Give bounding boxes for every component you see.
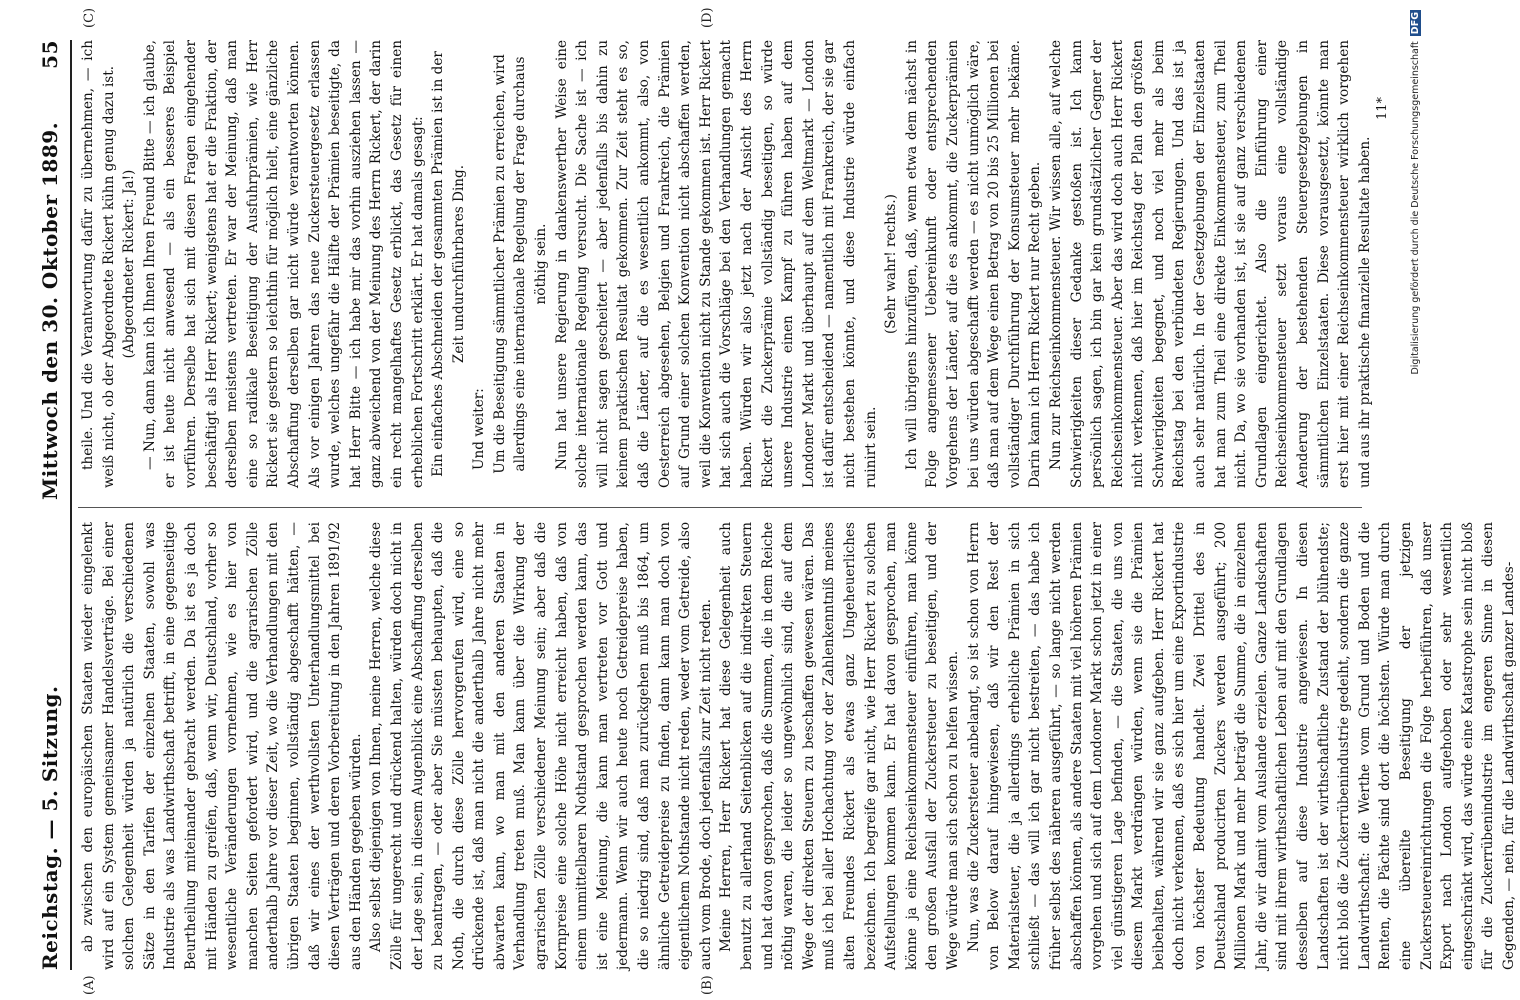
margin-mark-b: (B)	[700, 975, 715, 995]
interjection: (Sehr wahr! rechts.)	[883, 194, 900, 334]
digitization-credit	[1410, 10, 1421, 440]
paragraph: Meine Herren, Herr Rickert hat diese Gelegenheit auch benutzt zu allerhand Seitenblicken auf die indirekten Steuern und hat davon gesprochen, daß die Summen, die in dem Reiche nöthig waren, die leider so ungewöhnlich sind, die auf dem Wege der direkten Steuern zu beschaffen gewesen wären. Das muß ich bei aller Hochachtung vor der Zahlenkenntniß meines alten Freundes Rickert als etwas ganz Ungeheuerliches bezeichnen. Ich begreife gar nicht, wie Herr Rickert zu solchen Aufstellungen kommen kann. Er hat davon gesprochen, man könne ja eine Reichseinkommensteuer einführen, man könne den großen Ausfall der Zuckersteuer zu beseitigen, und der Wege würde man sich schon zu helfen wissen.	[718, 522, 961, 970]
digitization-note: Digitalisierung gefördert durch die Deutsche Forschungsgemeinschaft	[1410, 41, 1421, 375]
paragraph: ab zwischen den europäischen Staaten wieder eingelenkt wird auf ein System gemeinsamer Handelsverträge. Bei einer solchen Gelegenheit würden ja natürlich die verschiedenen Sätze in den Tarifen der einzelnen Staaten, sowohl was Industrie als was Landwirthschaft betrifft, in eine gegenseitige Beurtheilung miteinander gebracht werden. Da ist es ja doch mit Händen zu greifen, daß, wenn wir, Deutschland, vorher so wesentliche Veränderungen vornehmen, wie es hier von manchen Seiten gefordert wird, und die agrarischen Zölle anderthalb Jahre vor dieser Zeit, wo die Verhandlungen mit den übrigen Staaten beginnen, vollständig abgeschafft hätten, — daß wir eines der werthvollsten Unterhandlungsmittel bei diesen Verträgen und deren Vorbereitung in den Jahren 1891/92 aus den Händen gegeben würden.	[80, 522, 364, 970]
right-text-column	[78, 40, 1372, 488]
quotation: Ein einfaches Abschneiden der gesammten Prämien ist in der Zeit undurchführbares Ding.	[430, 51, 467, 477]
paragraph: Nun zur Reichseinkommensteuer. Wir wissen alle, auf welche Schwierigkeiten dieser Gedanke gestoßen ist. Ich kann persönlich sagen, ich bin gar kein grundsätzlicher Gegner der Reichseinkommensteuer. Aber das wird doch auch Herr Rickert nicht verkennen, daß hier im Reichstag der Plan den größten Schwierigkeiten begegnet, und noch viel mehr als beim Reichstag bei den verbündeten Regierungen. Und das ist ja auch sehr natürlich. In der Gesetzgebungen der Einzelstaaten hat man zum Theil eine direkte Einkommensteuer, zum Theil nicht. Da, wo sie vorhanden ist, ist sie auf ganz verschiedenen Grundlagen eingerichtet. Also die Einführung einer Reichseinkommensteuer setzt voraus eine vollständige Aenderung der bestehenden Steuergesetzgebungen in sämmtlichen Einzelstaaten. Diese vorausgesetzt, könnte man erst hier mit einer Reichseinkommensteuer wirklich vorgehen und aus ihr praktische finanzielle Resultate haben.	[1047, 40, 1373, 488]
margin-mark-a: (A)	[82, 975, 97, 995]
page-number: 55	[38, 40, 62, 69]
quotation: Um die Beseitigung sämmtlicher Prämien zu erreichen, wird allerdings eine internationale Regelung der Frage durchaus nöthig sein.	[491, 54, 550, 474]
paragraph: Also selbst diejenigen von Ihnen, meine Herren, welche diese Zölle für ungerecht und drückend halten, würden doch nicht in der Lage sein, in diesem Augenblick eine Abschaffung derselben zu beantragen, — oder aber Sie müssten behaupten, daß die Noth, die durch diese Zölle hervorgerufen wird, eine so drückende ist, daß man nicht die anderthalb Jahre nicht mehr abwarten kann, wo man mit den anderen Staaten in Verhandlung treten muß. Man kann über die Wirkung der agrarischen Zölle verschiedener Meinung sein; aber daß die Kornpreise eine solche Höhe nicht erreicht haben, daß von einem unmittelbaren Nothstand gesprochen werden kann, das ist eine Meinung, die kann man vertreten vor Gott und jedermann. Wenn wir auch heute noch Getreidepreise haben, die so niedrig sind, daß man zurückgehen muß bis 1864, um ähnliche Getreidepreise zu finden, dann kann man doch von eigentlichem Nothstande nicht reden, weder vom Getreide, also auch vom Brode, doch jedenfalls zur Zeit nicht reden.	[368, 522, 714, 970]
header-title: Reichstag. — 5. Sitzung.	[38, 685, 62, 970]
column-divider	[78, 507, 1362, 508]
header-rule	[70, 40, 72, 970]
left-text-column	[78, 522, 1517, 970]
margin-mark-d: (D)	[700, 7, 715, 28]
interjection: (Abgeordneter Rickert: Ja!)	[121, 169, 138, 359]
paragraph: Nun hat unsere Regierung in dankenswerther Weise eine solche internationale Regelung versucht. Die Sache ist — ich will nicht sagen gescheitert — aber jedenfalls bis dahin zu keinem praktischen Resultat gekommen. Zur Zeit steht es so, daß die Länder, auf die es wesentlich ankommt, also, von Oesterreich abgesehen, Belgien und Frankreich, die Prämien auf Grund einer solchen Konvention nicht abschaffen werden, weil die Konvention nicht zu Stande gekommen ist. Herr Rickert hat sich auch die Vorschläge bei den Verhandlungen gemacht haben. Würden wir also jetzt nach der Ansicht des Herrn Rickert die Zuckerprämie vollständig beseitigen, so würde unsere Industrie einen Kampf zu führen haben auf dem Londoner Markt und überhaupt auf dem Weltmarkt — London ist dafür entscheidend — namentlich mit Frankreich, der sie gar nicht bestehen könnte, und diese Industrie würde einfach ruinirt sein.	[553, 40, 879, 488]
page-header	[38, 40, 68, 970]
paragraph: Nun, was die Zuckersteuer anbelangt, so ist schon von Herrn von Below darauf hingewiesen, daß wir den Rest der Materialsteuer, die ja allerdings erhebliche Prämien in sich schließt — das will ich gar nicht bestreiten, — das habe ich früher selbst des näheren ausgeführt, — so lange nicht werden abschaffen können, als andere Staaten mit viel höheren Prämien vorgehen und sich auf dem Londoner Markt schon jetzt in einer viel günstigeren Lage befinden, — die Staaten, die uns von diesem Markt verdrängen würden, wenn sie die Prämien beibehalten, während wir sie ganz aufgeben. Herr Rickert hat doch nicht verkennen, daß es sich hier um eine Exportindustrie von höchster Bedeutung handelt. Zwei Drittel des in Deutschland producirten Zuckers werden ausgeführt; 200 Millionen Mark und mehr beträgt die Summe, die in einzelnen Jahr, die wir damit vom Auslande erzielen. Ganze Landschaften sind mit ihrem wirthschaftlichen Leben auf mit den Grundlagen desselben auf diese Industrie angewiesen. In diesen Landschaften ist der wirthschaftliche Zustand der blühendste; nicht bloß die Zuckerrübenindustrie gedeiht, sondern die ganze Landwirthschaft: die Werthe vom Grund und Boden und die Renten, die Pächte sind dort die höchsten. Würde man durch eine übereilte Beseitigung der jetzigen Zuckersteuereinrichtungen die Folge herbeiführen, daß unser Export nach London aufgehoben oder sehr wesentlich eingeschränkt wird, das würde eine Katastrophe sein nicht bloß für die Zuckerrübenindustrie im engeren Sinne in diesen Gegenden, — nein, für die Landwirthschaft ganzer Landes-	[965, 522, 1517, 970]
dfg-logo: DFG	[1410, 12, 1421, 35]
paragraph: — Nun, dann kann ich Ihnen Ihren Freund Bitte — ich glaube, er ist heute nicht anwesend — als ein besseres Beispiel vorführen. Derselbe hat sich mit diesen Fragen eingehender beschäftigt als Herr Rickert; wenigstens hat er die Fraktion, der derselben meistens vertreten. Er war der Meinung, daß man eine so radikale Beseitigung der Ausfuhrprämien, wie Herr Rickert sie gestern so leichthin für möglich hielt, eine gänzliche Abschaffung derselben gar nicht würde verantworten können. Als vor einigen Jahren das neue Zuckersteuergesetz erlassen wurde, welches ungefähr die Hälfte der Prämien beseitigte, da hat Herr Bitte — ich habe mir das vorhin ausziehen lassen — ganz abweichend von der Meinung des Herrn Rickert, der darin ein recht mangelhaftes Gesetz erblickt, das Gesetz für einen erheblichen Fortschritt erklärt. Er hat damals gesagt:	[141, 40, 426, 488]
paragraph: theile. Und die Verantwortung dafür zu übernehmen, — ich weiß nicht, ob der Abgeordnete Rickert kühn genug dazu ist.	[80, 40, 117, 488]
paragraph: Ich will übrigens hinzufügen, daß, wenn etwa dem nächst in Folge angemessener Uebereinkunft oder entsprechenden Vorgehens der Länder, auf die es ankommt, die Zuckerprämien bei uns würden abgeschafft werden — es nicht unmöglich wäre, daß man auf dem Wege einen Betrag von 20 bis 25 Millionen bei vollständiger Durchführung der Konsumsteuer mehr bekäme. Darin kann ich Herrn Rickert nur Recht geben.	[903, 40, 1044, 488]
signature-mark: 11*	[1375, 96, 1390, 120]
paragraph: Und weiter:	[471, 388, 488, 470]
margin-mark-c: (C)	[82, 7, 97, 28]
header-date: Mittwoch den 30. Oktober 1889.	[38, 121, 62, 500]
